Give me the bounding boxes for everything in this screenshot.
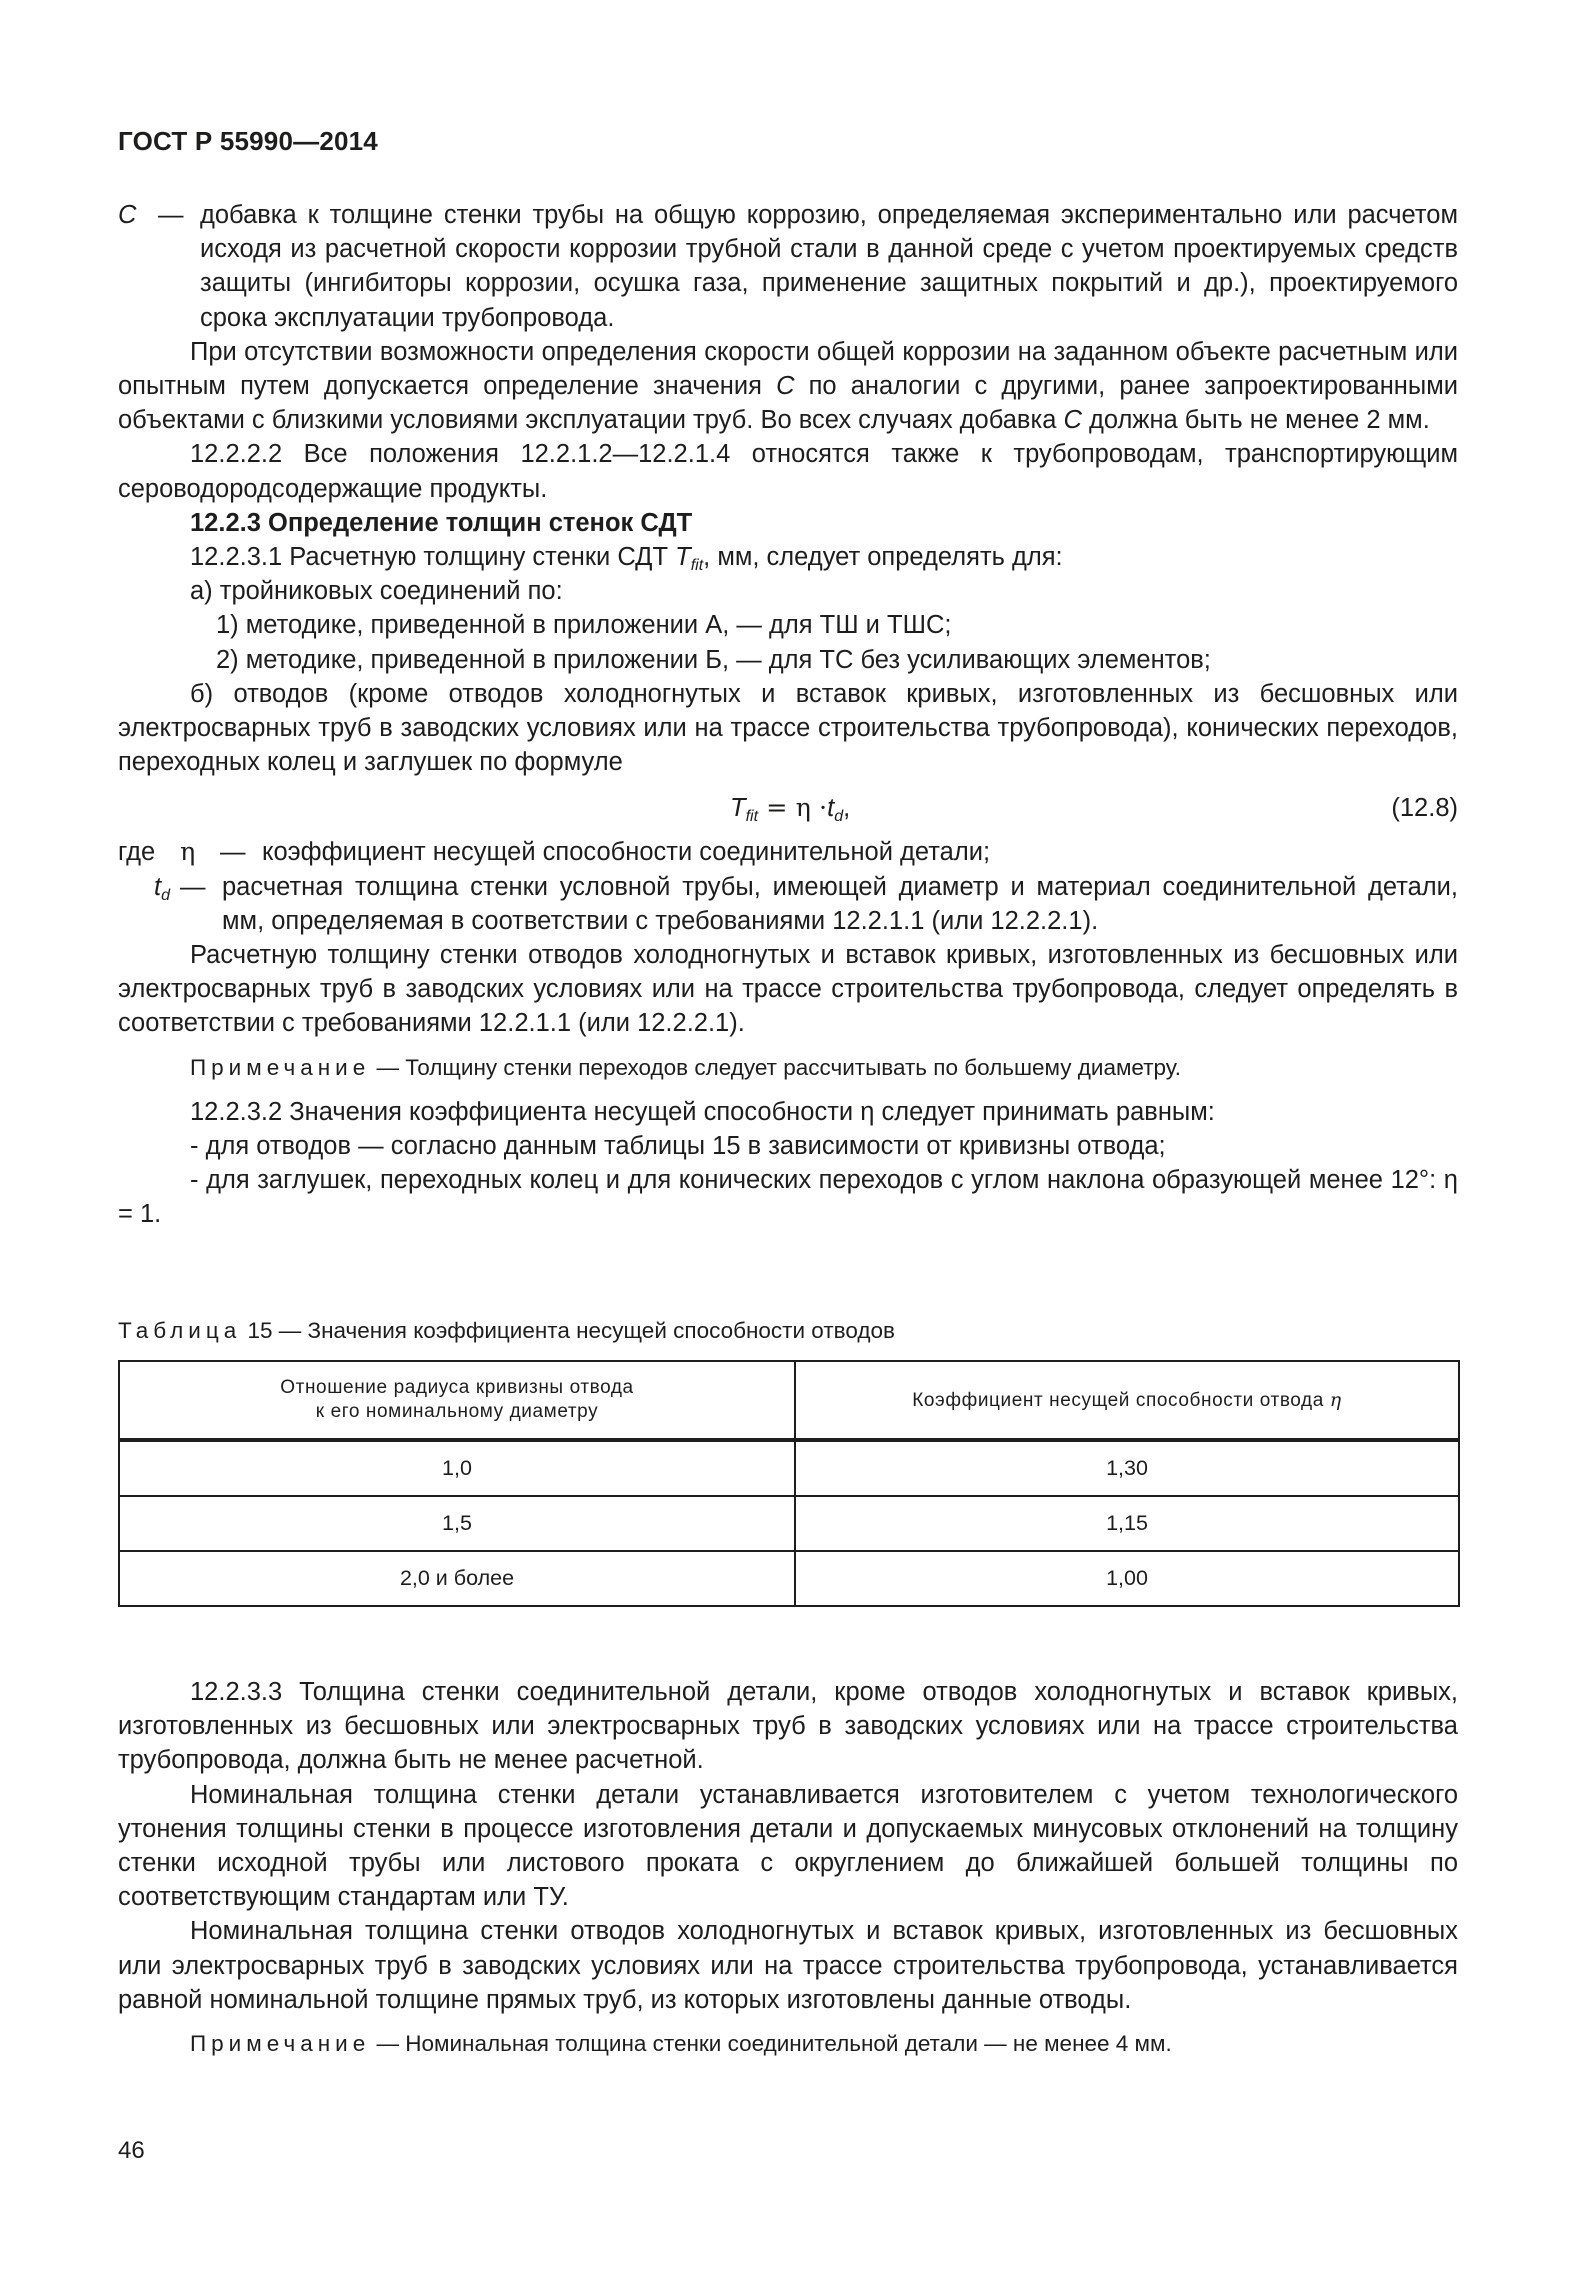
- note-text: — Толщину стенки переходов следует рассчитывать по большему диаметру.: [370, 1054, 1182, 1080]
- paragraph-corrosion: [118, 335, 1458, 438]
- note-1: [118, 1053, 1458, 1083]
- paragraph-nominal-1: Номинальная толщина стенки детали устанавливается изготовителем с учетом технологического утонения толщины стенки в процессе изготовления детали и допускаемых минусовых отклонений на толщину стенки исходной трубы или листового проката с округлением до ближайшей большей толщины по соответствующим стандартам или ТУ.: [118, 1780, 1458, 1912]
- definition-dash: —: [158, 201, 184, 229]
- paragraph-bends: Расчетную толщину стенки отводов холодногнутых и вставок кривых, изготовленных из бесшовных или электросварных труб в заводских условиях или на трассе строительства трубопровода, следует определять в соответствии с требованиями 12.2.1.1 (или 12.2.2.1).: [118, 941, 1458, 1038]
- document-header: ГОСТ Р 55990—2014: [118, 126, 378, 156]
- definition-symbol: η: [180, 837, 196, 868]
- note-text: — Номинальная толщина стенки соединительной детали — не менее 4 мм.: [370, 2031, 1172, 2057]
- paragraph-12-2-2-2: 12.2.2.2 Все положения 12.2.1.2—12.2.1.4 относятся также к трубопроводам, транспортирующим сероводородсодержащие продукты.: [118, 440, 1458, 503]
- subscript: d: [834, 808, 844, 826]
- header-line: к его номинальному диаметру: [315, 1401, 599, 1422]
- text-span: , мм, следует определять для:: [703, 543, 1063, 572]
- definition-dash: —: [180, 872, 206, 901]
- cell-ratio: 1,5: [119, 1496, 795, 1551]
- list-item-caps: - для заглушек, переходных колец и для конических переходов с углом наклона образующей менее 12°: η = 1.: [118, 1166, 1458, 1229]
- table-row: [119, 1551, 1459, 1606]
- caption-label: Таблица: [118, 1318, 242, 1343]
- column-header-coefficient: [795, 1361, 1459, 1440]
- note-label: Примечание: [190, 1054, 371, 1080]
- list-item-a: а) тройниковых соединений по:: [190, 577, 563, 606]
- table-header-row: [119, 1361, 1459, 1440]
- header-line: Отношение радиуса кривизны отвода: [280, 1377, 634, 1398]
- formula-operator: = η ·: [758, 793, 828, 824]
- table-row: [119, 1440, 1459, 1496]
- table-caption: [118, 1318, 895, 1344]
- lower-text-block: [118, 1675, 1458, 2071]
- where-label: где: [118, 838, 156, 867]
- caption-text: 15 — Значения коэффициента несущей способности отводов: [241, 1318, 895, 1343]
- list-item-a2: 2) методике, приведенной в приложении Б, — для ТС без усиливающих элементов;: [216, 645, 1211, 674]
- cell-coefficient: 1,00: [795, 1551, 1459, 1606]
- definition-text: расчетная толщина стенки условной трубы, имеющей диаметр и материал соединительной детали, мм, определяемая в соответствии с требованиями 12.2.1.1 (или 12.2.2.1).: [222, 872, 1458, 935]
- main-text-block: [118, 198, 1458, 1231]
- symbol-t: t: [827, 794, 835, 823]
- cell-coefficient: 1,15: [795, 1496, 1459, 1551]
- symbol-t: t: [154, 872, 162, 901]
- symbol-t: T: [730, 794, 746, 823]
- formula-number: (12.8): [1391, 794, 1458, 823]
- cell-ratio: 2,0 и более: [119, 1551, 795, 1606]
- symbol-t: T: [675, 543, 691, 572]
- definition-td: [118, 870, 1458, 938]
- definition-symbol: [118, 870, 180, 904]
- formula-expression: [730, 791, 850, 825]
- paragraph-12-2-3-2: 12.2.3.2 Значения коэффициента несущей способности η следует принимать равным:: [190, 1097, 1215, 1126]
- symbol-c: С: [1063, 406, 1082, 435]
- note-label: Примечание: [190, 2031, 371, 2057]
- list-item-a1: 1) методике, приведенной в приложении А, — для ТШ и ТШС;: [216, 611, 952, 640]
- text-span: ,: [843, 794, 851, 823]
- list-item-bends: - для отводов — согласно данным таблицы 15 в зависимости от кривизны отвода;: [190, 1131, 1166, 1160]
- list-item-b: б) отводов (кроме отводов холодногнутых и вставок кривых, изготовленных из бесшовных или электросварных труб в заводских условиях или на трассе строительства трубопровода), конических переходов, переходных колец и заглушек по формуле: [118, 679, 1458, 777]
- definition-text: добавка к толщине стенки трубы на общую коррозию, определяемая экспериментально или расчетом исходя из расчетной скорости коррозии трубной стали в данной среде с учетом проектируемых средств защиты (ингибиторы коррозии, осушка газа, применение защитных покрытий и др.), проектируемого срока эксплуатации трубопровода.: [200, 201, 1458, 332]
- column-header-ratio: [119, 1361, 795, 1440]
- cell-ratio: 1,0: [119, 1440, 795, 1496]
- paragraph-12-2-3-1: [118, 540, 1458, 574]
- text-span: по аналогии с другими, ранее запроектированными объектами с близкими условиями эксплуатации труб. Во всех случаях добавка: [118, 372, 1458, 435]
- table-15: [118, 1360, 1460, 1607]
- note-2: [118, 2029, 1458, 2059]
- formula-12-8: [118, 789, 1458, 831]
- text-span: При отсутствии возможности определения скорости общей коррозии на заданном объекте расчетным или опытным путем допускается определение значения: [118, 337, 1458, 401]
- definition-dash: —: [220, 838, 246, 867]
- subscript: fit: [690, 557, 704, 575]
- table-row: [119, 1496, 1459, 1551]
- header-line: Коэффициент несущей способности отвода: [912, 1389, 1324, 1411]
- paragraph-12-2-3-3: 12.2.3.3 Толщина стенки соединительной детали, кроме отводов холодногнутых и вставок кривых, изготовленных из бесшовных или электросварных труб в заводских условиях или на трассе строительства трубопровода, должна быть не менее расчетной.: [118, 1678, 1458, 1775]
- definition-eta: [118, 835, 1458, 869]
- definition-text: коэффициент несущей способности соединительной детали;: [262, 838, 991, 867]
- subscript: d: [161, 886, 170, 904]
- definition-c: [118, 198, 1458, 335]
- subscript: fit: [745, 808, 759, 826]
- definition-symbol: С: [118, 201, 137, 229]
- page-number: 46: [118, 2137, 145, 2164]
- text-span: должна быть не менее 2 мм.: [1089, 406, 1430, 435]
- text-span: 12.2.3.1 Расчетную толщину стенки СДТ: [190, 543, 669, 572]
- cell-coefficient: 1,30: [795, 1440, 1459, 1496]
- section-heading-12-2-3: 12.2.3 Определение толщин стенок СДТ: [190, 508, 693, 537]
- paragraph-nominal-2: Номинальная толщина стенки отводов холодногнутых и вставок кривых, изготовленных из бесшовных или электросварных труб в заводских условиях или на трассе строительства трубопровода, устанавливается равной номинальной толщине прямых труб, из которых изготовлены данные отводы.: [118, 1917, 1458, 2014]
- eta-symbol: η: [1329, 1388, 1342, 1411]
- symbol-c: С: [776, 372, 795, 401]
